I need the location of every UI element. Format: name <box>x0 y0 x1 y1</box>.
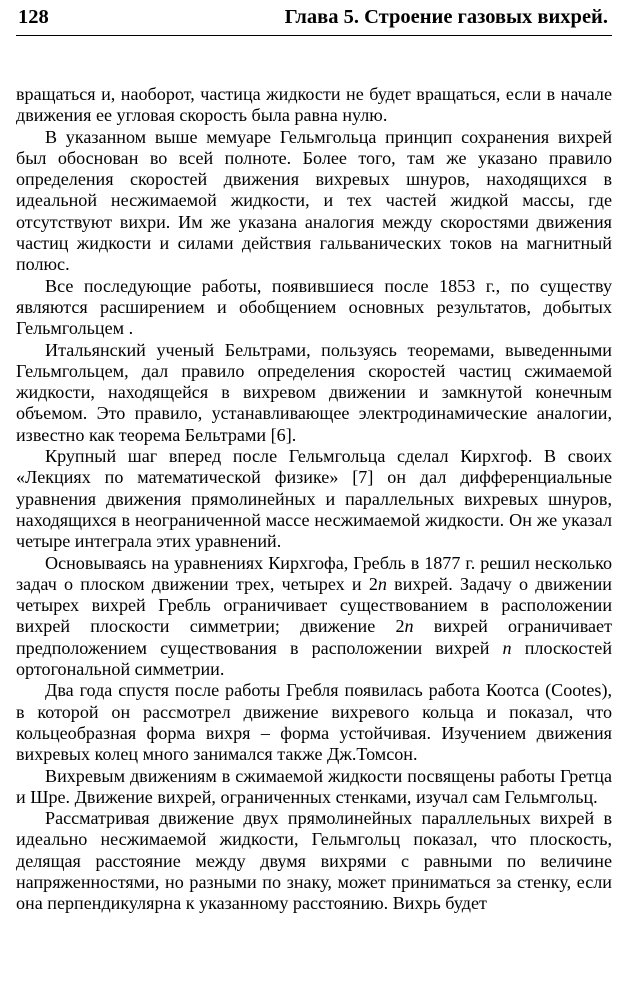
paragraph-compressible: Вихревым движениям в сжимаемой жидкости посвящены работы Гретца и Шре. Движение вихрей, ограниченных стенками, изучал сам Гельмгольц. <box>16 765 612 807</box>
paragraph-helmholtz-memoir: В указанном выше мемуаре Гельмгольца принцип сохранения вихрей был обоснован во всей полноте. Более того, там же указано правило определения скоростей движения вихревых шнуров, находящихся в идеальной несжимаемой жидкости, и тех частей жидкой массы, где отсутствуют вихри. Им же указана аналогия между скоростями движения частиц жидкости и силами действия гальванических токов на магнитный полюс. <box>16 126 612 275</box>
paragraph-two-vortices: Рассматривая движение двух прямолинейных параллельных вихрей в идеально несжимаемой жидкости, Гельмгольц показал, что плоскость, делящая расстояние между двумя вихрями с равными по величине напряженностями, но разными по знаку, может приниматься за стенку, если она перпендикулярна к указанному расстоянию. Вихрь будет <box>16 808 612 914</box>
running-title: Глава 5. Строение газовых вихрей. <box>284 6 608 28</box>
paragraph-grobli: Основываясь на уравнениях Кирхгофа, Гребль в 1877 г. решил несколько задач о плоском движении трех, четырех и 2n вихрей. Задачу о движении четырех вихрей Гребль ограничивает существованием в расположении вихрей плоскости симметрии; движение 2n вихрей ограничивает предположением существования в расположении вихрей n плоскостей ортогональной симметрии. <box>16 552 613 680</box>
page-header <box>16 5 612 36</box>
paragraph-kirchhoff: Крупный шаг вперед после Гельмгольца сделал Кирхгоф. В своих «Лекциях по математической физике» [7] он дал дифференциальные уравнения движения прямолинейных и параллельных вихревых шнуров, находящихся в неограниченной массе несжимаемой жидкости. Он же указал четыре интеграла этих уравнений. <box>16 446 612 552</box>
page-number: 128 <box>18 6 49 28</box>
paragraph-later-works: Все последующие работы, появившиеся после 1853 г., по существу являются расширением и обобщением основных результатов, добытых Гельмгольцем . <box>16 275 612 339</box>
paragraph-continuation: вращаться и, наоборот, частица жидкости не будет вращаться, если в начале движения ее угловая скорость была равна нулю. <box>16 84 612 126</box>
paragraph-beltrami: Итальянский ученый Бельтрами, пользуясь теоремами, выведенными Гельмгольцем, дал правило определения скоростей частиц сжимаемой жидкости, находящейся в вихревом движении и замкнутой конечным объемом. Это правило, устанавливающее электродинамические аналогии, известно как теорема Бельтрами [6]. <box>16 339 612 445</box>
body-text <box>16 84 612 915</box>
book-page <box>16 0 612 1000</box>
paragraph-cootes: Два года спустя после работы Гребля появилась работа Коотса (Cootes), в которой он рассмотрел движение вихревого кольца и показал, что кольцеобразная форма вихря – форма устойчивая. Изучением движения вихревых колец много занимался также Дж.Томсон. <box>16 680 612 765</box>
